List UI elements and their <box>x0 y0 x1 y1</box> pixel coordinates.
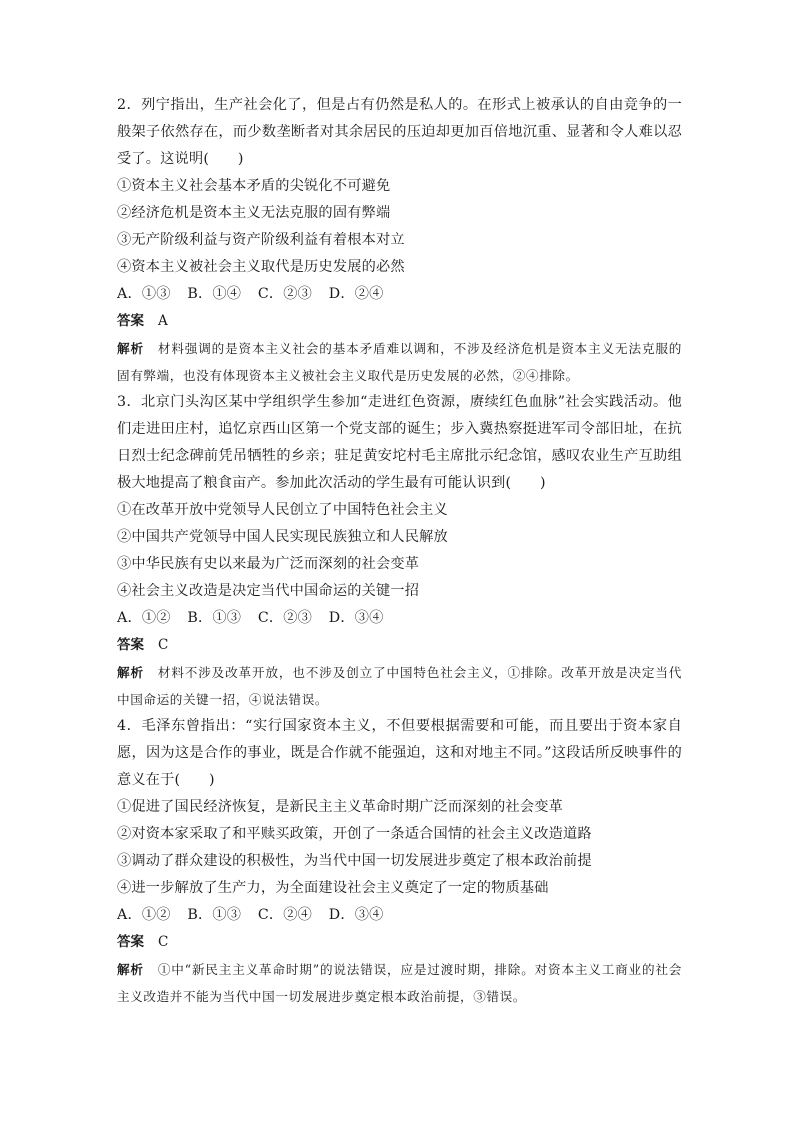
answer-value: C <box>158 637 169 653</box>
option-c: C．②③ <box>257 286 313 302</box>
choice-item: ④进一步解放了生产力，为全面建设社会主义奠定了一定的物质基础 <box>117 880 549 896</box>
explain-text: ①中“新民主主义革命时期”的说法错误，应是过渡时期，排除。对资本主义工商业的社会主义改造并不能为当代中国一切发展进步奠定根本政治前提，③错误。 <box>117 962 682 1004</box>
choice-item: ①资本主义社会基本矛盾的尖锐化不可避免 <box>117 178 391 194</box>
explanation <box>117 335 682 389</box>
question-4 <box>117 713 682 1010</box>
option-d: D．③④ <box>328 907 384 923</box>
choice-item: ③中华民族有史以来最为广泛而深刻的社会变革 <box>117 556 420 572</box>
choice-item: ④社会主义改造是决定当代中国命运的关键一招 <box>117 583 420 599</box>
option-b: B．①④ <box>187 286 242 302</box>
choice-item: ③无产阶级利益与资产阶级利益有着根本对立 <box>117 232 405 248</box>
option-c: C．②④ <box>257 907 313 923</box>
choice-item: ②对资本家采取了和平赎买政策，开创了一条适合国情的社会主义改造道路 <box>117 826 592 842</box>
answer-options <box>117 902 682 929</box>
answer-value: A <box>158 313 168 329</box>
explain-label: 解析 <box>117 665 144 680</box>
explanation <box>117 659 682 713</box>
option-a: A．①③ <box>117 286 171 302</box>
choice-item: ②中国共产党领导中国人民实现民族独立和人民解放 <box>117 529 448 545</box>
answer-value: C <box>158 934 169 950</box>
option-c: C．②③ <box>257 610 313 626</box>
question-3 <box>117 389 682 713</box>
choice-item: ②经济危机是资本主义无法克服的固有弊端 <box>117 205 391 221</box>
answer-options <box>117 605 682 632</box>
question-stem: 3．北京门头沟区某中学组织学生参加“走进红色资源，赓续红色血脉”社会实践活动。他们走进田庄村，追忆京西山区第一个党支部的诞生；步入冀热察挺进军司令部旧址，在抗日烈士纪念碑前凭吊牺牲的乡亲；驻足黄安坨村毛主席批示纪念馆，感叹农业生产互助组极大地提高了粮食亩产。参加此次活动的学生最有可能认识到( ) <box>117 394 682 491</box>
option-d: D．③④ <box>328 610 384 626</box>
explain-text: 材料强调的是资本主义社会的基本矛盾难以调和，不涉及经济危机是资本主义无法克服的固有弊端，也没有体现资本主义被社会主义取代是历史发展的必然，②④排除。 <box>117 341 682 383</box>
answer-label: 答案 <box>117 934 144 950</box>
answer-options <box>117 281 682 308</box>
answer-line <box>117 929 682 956</box>
explanation <box>117 956 682 1010</box>
choice-item: ①在改革开放中党领导人民创立了中国特色社会主义 <box>117 502 448 518</box>
choice-item: ①促进了国民经济恢复，是新民主主义革命时期广泛而深刻的社会变革 <box>117 799 564 815</box>
choice-item: ④资本主义被社会主义取代是历史发展的必然 <box>117 259 405 275</box>
option-a: A．①② <box>117 610 171 626</box>
question-2 <box>117 92 682 389</box>
answer-line <box>117 308 682 335</box>
answer-label: 答案 <box>117 637 144 653</box>
option-d: D．②④ <box>328 286 384 302</box>
answer-label: 答案 <box>117 313 144 329</box>
choice-item: ③调动了群众建设的积极性，为当代中国一切发展进步奠定了根本政治前提 <box>117 853 592 869</box>
document-page <box>117 92 682 1010</box>
explain-text: 材料不涉及改革开放，也不涉及创立了中国特色社会主义，①排除。改革开放是决定当代中国命运的关键一招，④说法错误。 <box>117 665 682 707</box>
question-stem: 4．毛泽东曾指出：“实行国家资本主义，不但要根据需要和可能，而且要出于资本家自愿，因为这是合作的事业，既是合作就不能强迫，这和对地主不同。”这段话所反映事件的意义在于( ) <box>117 718 682 788</box>
option-b: B．①③ <box>187 907 242 923</box>
question-stem: 2．列宁指出，生产社会化了，但是占有仍然是私人的。在形式上被承认的自由竞争的一般架子依然存在，而少数垄断者对其余居民的压迫却更加百倍地沉重、显著和令人难以忍受了。这说明( ) <box>117 97 682 167</box>
option-a: A．①② <box>117 907 171 923</box>
explain-label: 解析 <box>117 962 144 977</box>
answer-line <box>117 632 682 659</box>
option-b: B．①③ <box>187 610 242 626</box>
explain-label: 解析 <box>117 341 144 356</box>
